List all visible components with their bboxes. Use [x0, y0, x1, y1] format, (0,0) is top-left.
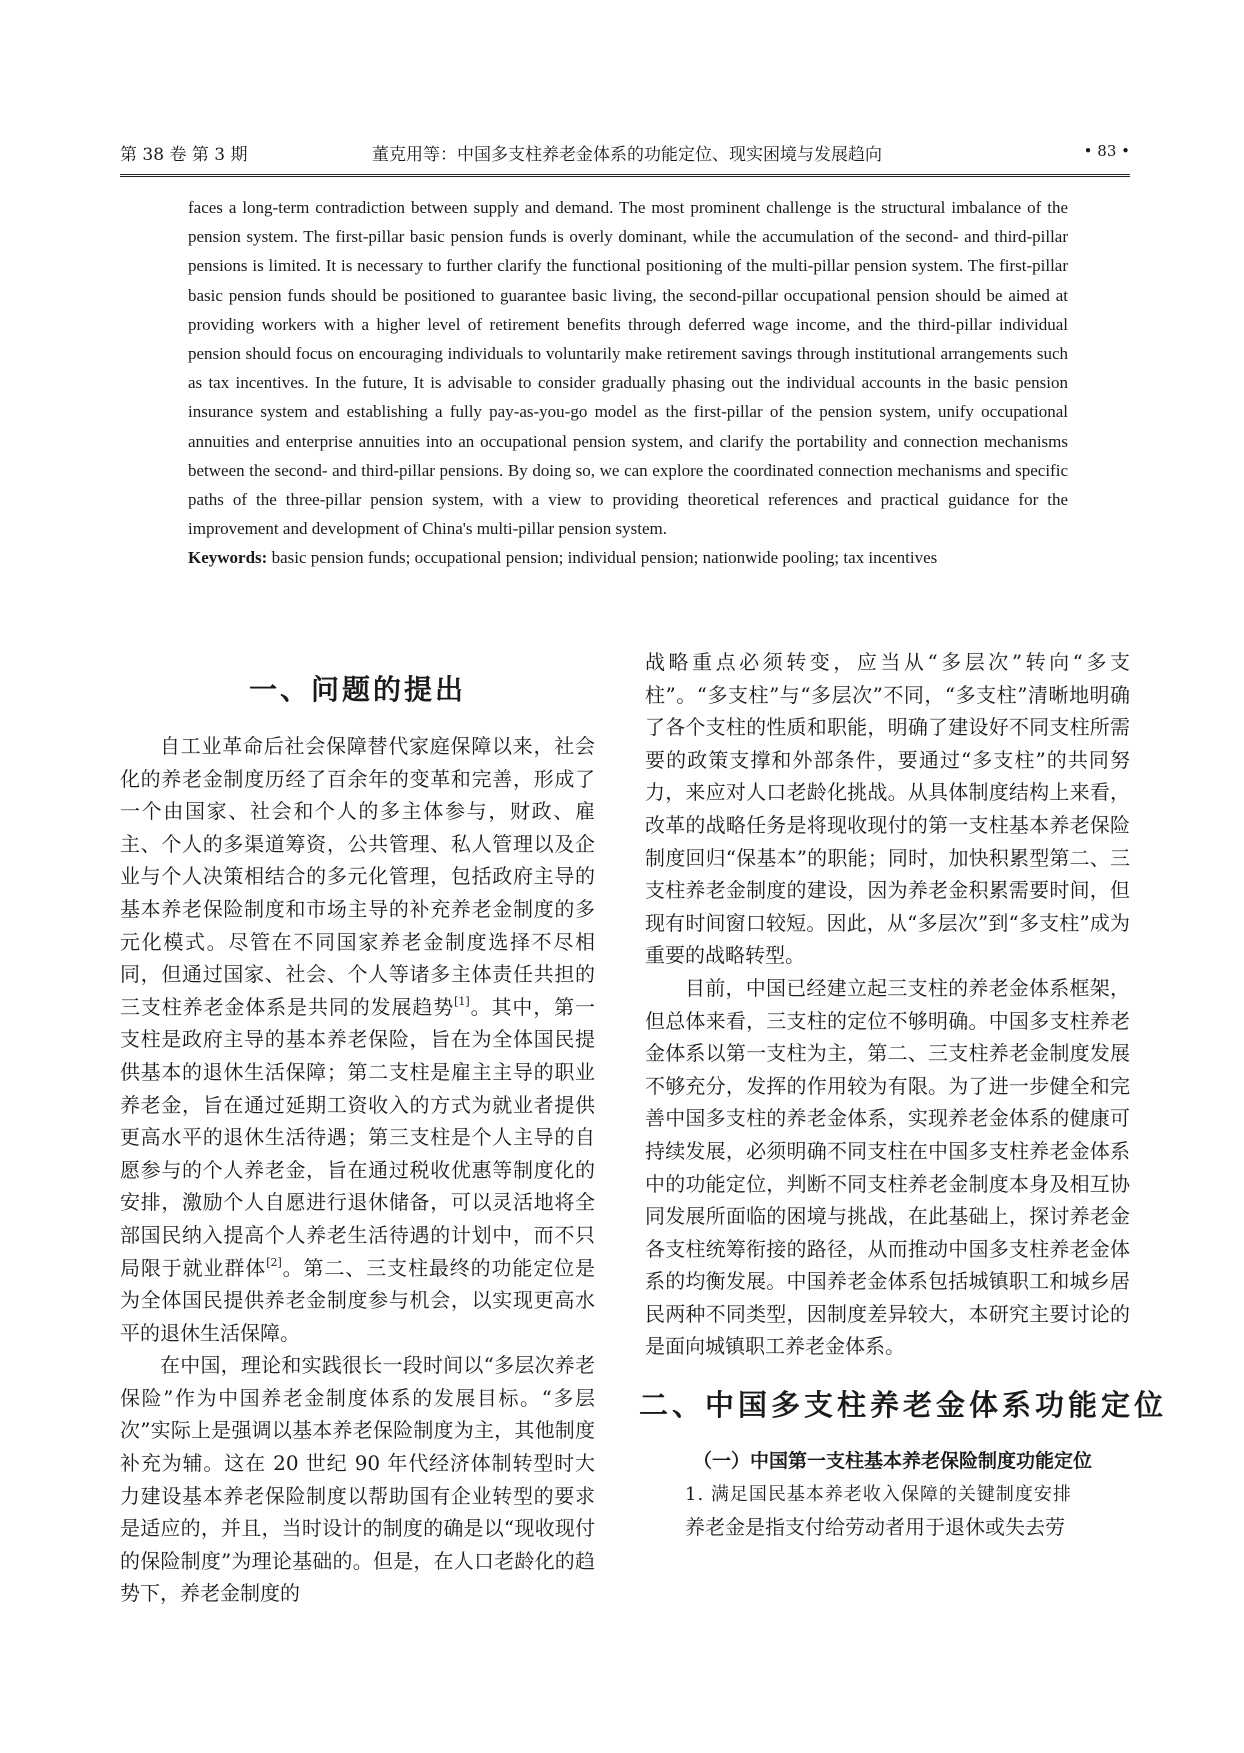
paragraph-1-part-a: 自工业革命后社会保障替代家庭保障以来，社会化的养老金制度历经了百余年的变革和完善，形成了一个由国家、社会和个人的多主体参与，财政、雇主、个人的多渠道筹资，公共管理、私人管理以及企业与个人决策相结合的多元化管理，包括政府主导的基本养老保险制度和市场主导的补充养老金制度的多元化模式。尽管在不同国家养老金制度选择不尽相同，但通过国家、社会、个人等诸多主体责任共担的三支柱养老金体系是共同的发展趋势 — [120, 734, 595, 1019]
keywords-label: Keywords: — [188, 548, 268, 568]
abstract-text: faces a long-term contradiction between supply and demand. The most prominent challenge is the structural imbalance of the pension system. The first-pillar basic pension funds is overly dominant, while the accumulation of the second- and third-pillar pensions is limited. It is necessary to further clarify the functional positioning of the multi-pillar pension system. The first-pillar basic pension funds should be positioned to guarantee basic living, the second-pillar occupational pension should be aimed at providing workers with a higher level of retirement benefits through deferred wage income, and the third-pillar individual pension should focus on encouraging individuals to voluntarily make retirement savings through institutional arrangements such as tax incentives. In the future, It is advisable to consider gradually phasing out the individual accounts in the basic pension insurance system and establishing a fully pay-as-you-go model as the first-pillar of the pension system, unify occupational annuities and enterprise annuities into an occupational pension system, and clarify the portability and connection mechanisms between the second- and third-pillar pensions. By doing so, we can explore the coordinated connection mechanisms and specific paths of the three-pillar pension system, with a view to providing theoretical references and practical guidance for the improvement and development of China's multi-pillar pension system. — [188, 198, 1068, 539]
right-column — [639, 646, 1168, 1544]
page-number: • 83 • — [1083, 142, 1130, 160]
left-column — [120, 650, 595, 1610]
paragraph-4: 目前，中国已经建立起三支柱的养老金体系框架，但总体来看，三支柱的定位不够明确。中国多支柱养老金体系以第一支柱为主，第二、三支柱养老金制度发展不够充分，发挥的作用较为有限。为了进一步健全和完善中国多支柱的养老金体系，实现养老金体系的健康可持续发展，必须明确不同支柱在中国多支柱养老金体系中的功能定位，判断不同支柱养老金制度本身及相互协同发展所面临的困境与挑战，在此基础上，探讨养老金各支柱统筹衔接的路径，从而推动中国多支柱养老金体系的均衡发展。中国养老金体系包括城镇职工和城乡居民两种不同类型，因制度差异较大，本研究主要讨论的是面向城镇职工养老金体系。 — [645, 975, 1130, 1359]
section-title-2: 二、中国多支柱养老金体系功能定位 — [639, 1388, 1168, 1423]
citation-2[interactable]: [2] — [266, 1255, 282, 1269]
keywords-line — [188, 543, 1068, 572]
paragraph-2: 在中国，理论和实践很长一段时间以“多层次养老保险”作为中国养老金制度体系的发展目标。“多层次”实际上是强调以基本养老保险制度为主，其他制度补充为辅。这在 20 世纪 90 年代经济体制转型时大力建设基本养老保险制度以帮助国有企业转型的要求是适应的，并且，当时设计的制度的确是以“现收现付的保险制度”为理论基础的。但是，在人口老龄化的趋势下，养老金制度的 — [120, 1353, 595, 1606]
paragraph-1 — [120, 730, 595, 1349]
paragraph-5: 养老金是指支付给劳动者用于退休或失去劳 — [685, 1515, 1065, 1540]
citation-1[interactable]: [1] — [454, 994, 470, 1008]
subsection-title-1: （一）中国第一支柱基本养老保险制度功能定位 — [693, 1450, 1093, 1473]
english-abstract — [188, 193, 1068, 573]
paragraph-1-part-c: 。第二、三支柱最终的功能定位是为全体国民提供养老金制度参与机会，以实现更高水平的退休生活保障。 — [120, 1255, 596, 1345]
running-header — [120, 138, 1130, 177]
running-title: 董克用等：中国多支柱养老金体系的功能定位、现实困境与发展趋向 — [372, 145, 882, 165]
journal-issue: 第 38 卷 第 3 期 — [120, 145, 248, 165]
subsubsection-title-1: 1. 满足国民基本养老收入保障的关键制度安排 — [685, 1484, 1072, 1506]
paragraph-3: 战略重点必须转变，应当从“多层次”转向“多支柱”。“多支柱”与“多层次”不同，“多支柱”清晰地明确了各个支柱的性质和职能，明确了建设好不同支柱所需要的政策支撑和外部条件，要通过“多支柱”的共同努力，来应对人口老龄化挑战。从具体制度结构上来看，改革的战略任务是将现收现付的第一支柱基本养老保险制度回归“保基本”的职能；同时，加快积累型第二、三支柱养老金制度的建设，因为养老金积累需要时间，但现有时间窗口较短。因此，从“多层次”到“多支柱”成为重要的战略转型。 — [645, 650, 1130, 968]
section-title-1: 一、问题的提出 — [248, 673, 466, 706]
paragraph-1-part-b: 。其中，第一支柱是政府主导的基本养老保险，旨在为全体国民提供基本的退休生活保障；第二支柱是雇主主导的职业养老金，旨在通过延期工资收入的方式为就业者提供更高水平的退休生活待遇；第三支柱是个人主导的自愿参与的个人养老金，旨在通过税收优惠等制度化的安排，激励个人自愿进行退休储备，可以灵活地将全部国民纳入提高个人养老生活待遇的计划中，而不只局限于就业群体 — [120, 994, 596, 1280]
keywords-list: basic pension funds; occupational pension; individual pension; nationwide pooling; tax incentives — [267, 548, 938, 568]
